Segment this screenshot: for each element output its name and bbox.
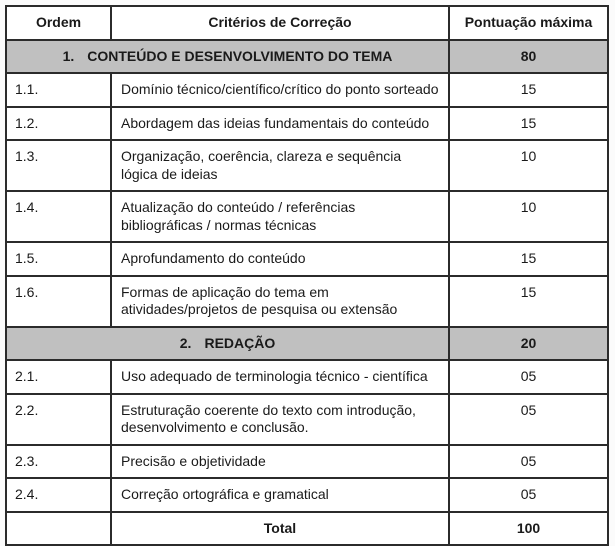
order-cell: 1.1. [6, 73, 111, 107]
section-label: REDAÇÃO [204, 334, 276, 351]
criteria-cell: Precisão e objetividade [111, 445, 449, 479]
order-cell: 1.2. [6, 107, 111, 141]
table-row [6, 478, 608, 512]
points-cell: 05 [449, 360, 608, 394]
total-empty-cell [6, 512, 111, 546]
table-row [6, 140, 608, 191]
order-cell: 2.3. [6, 445, 111, 479]
correction-criteria-table [5, 5, 609, 546]
table-header-row [6, 6, 608, 40]
total-label: Total [111, 512, 449, 546]
table-row [6, 394, 608, 445]
order-cell: 1.6. [6, 276, 111, 327]
section-points: 20 [449, 327, 608, 361]
order-cell: 1.5. [6, 242, 111, 276]
section-title [6, 327, 449, 361]
table-row [6, 242, 608, 276]
column-header-ordem: Ordem [6, 6, 111, 40]
section-label: CONTEÚDO E DESENVOLVIMENTO DO TEMA [87, 47, 393, 64]
points-cell: 15 [449, 107, 608, 141]
table-row [6, 360, 608, 394]
section-title [6, 40, 449, 74]
criteria-cell: Formas de aplicação do tema em atividades/projetos de pesquisa ou extensão [111, 276, 449, 327]
criteria-cell: Organização, coerência, clareza e sequência lógica de ideias [111, 140, 449, 191]
criteria-cell: Abordagem das ideias fundamentais do conteúdo [111, 107, 449, 141]
points-cell: 05 [449, 394, 608, 445]
points-cell: 15 [449, 276, 608, 327]
criteria-cell: Estruturação coerente do texto com introdução, desenvolvimento e conclusão. [111, 394, 449, 445]
points-cell: 15 [449, 242, 608, 276]
points-cell: 15 [449, 73, 608, 107]
order-cell: 1.4. [6, 191, 111, 242]
criteria-cell: Atualização do conteúdo / referências bibliográficas / normas técnicas [111, 191, 449, 242]
section-number: 2. [179, 334, 192, 351]
order-cell: 2.4. [6, 478, 111, 512]
order-cell: 2.1. [6, 360, 111, 394]
section-number: 1. [62, 47, 75, 64]
points-cell: 10 [449, 140, 608, 191]
column-header-criterios: Critérios de Correção [111, 6, 449, 40]
total-row [6, 512, 608, 546]
table-row [6, 445, 608, 479]
total-points: 100 [449, 512, 608, 546]
table-row [6, 107, 608, 141]
order-cell: 2.2. [6, 394, 111, 445]
section-points: 80 [449, 40, 608, 74]
criteria-cell: Domínio técnico/científico/crítico do ponto sorteado [111, 73, 449, 107]
criteria-cell: Uso adequado de terminologia técnico - científica [111, 360, 449, 394]
criteria-cell: Correção ortográfica e gramatical [111, 478, 449, 512]
section-row-conteudo [6, 40, 608, 74]
points-cell: 10 [449, 191, 608, 242]
column-header-pontuacao: Pontuação máxima [449, 6, 608, 40]
order-cell: 1.3. [6, 140, 111, 191]
points-cell: 05 [449, 478, 608, 512]
table-row [6, 191, 608, 242]
points-cell: 05 [449, 445, 608, 479]
section-row-redacao [6, 327, 608, 361]
table-row [6, 276, 608, 327]
criteria-cell: Aprofundamento do conteúdo [111, 242, 449, 276]
table-row [6, 73, 608, 107]
